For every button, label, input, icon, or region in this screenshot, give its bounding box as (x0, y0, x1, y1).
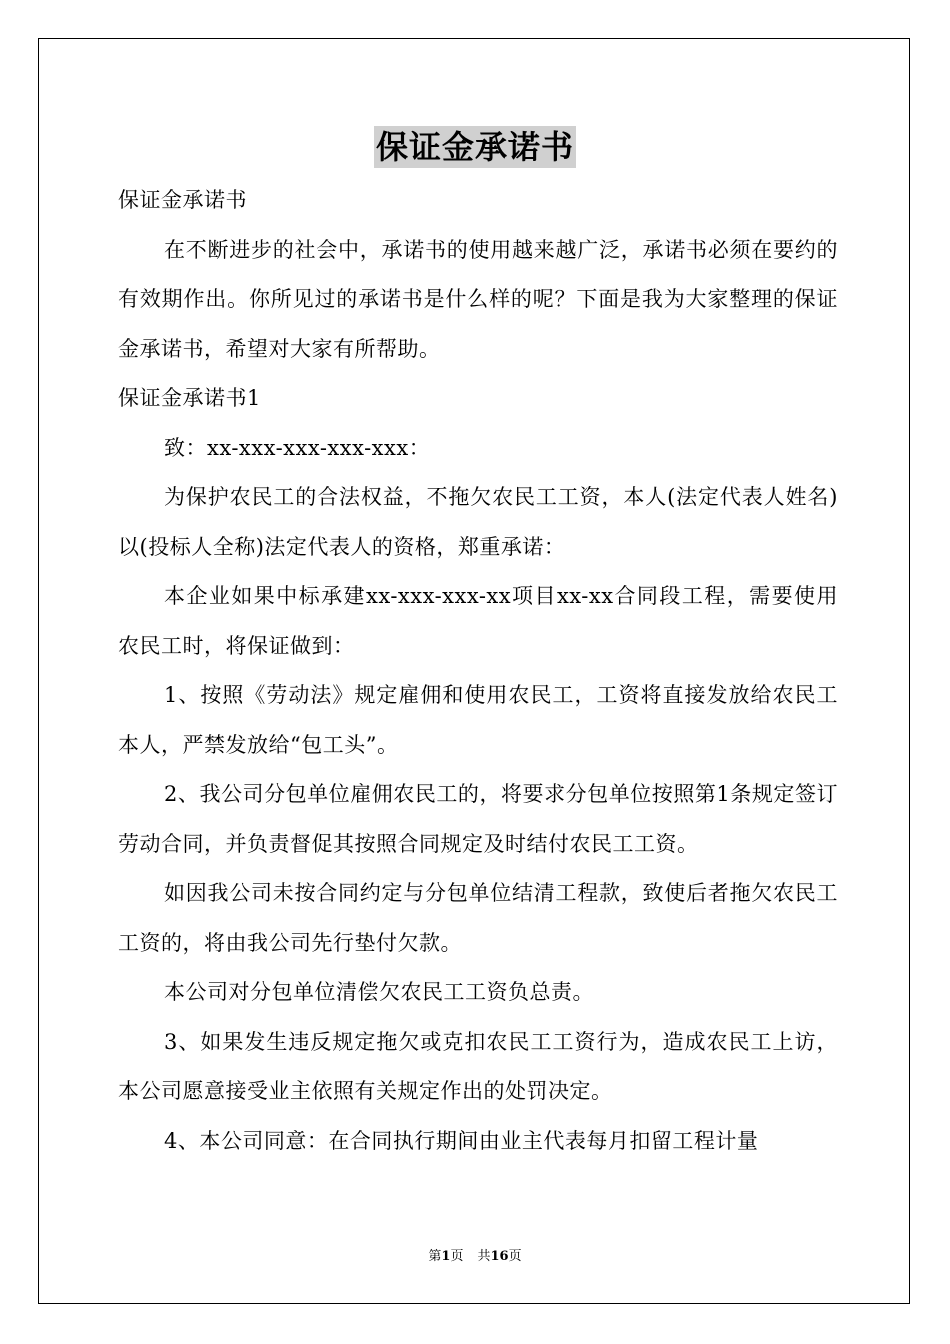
paragraph: 保证金承诺书1 (118, 386, 261, 410)
paragraph: 3、如果发生违反规定拖欠或克扣农民工工资行为，造成农民工上访，本公司愿意接受业主依照有关规定作出的处罚决定。 (118, 1029, 838, 1103)
page-suffix: 页 (450, 1249, 464, 1264)
page-prefix: 第 (428, 1249, 442, 1264)
document-title: 保证金承诺书 (375, 128, 574, 166)
paragraph: 如因我公司未按合同约定与分包单位结清工程款，致使后者拖欠农民工工资的，将由我公司先行垫付欠款。 (118, 881, 838, 955)
document-body (118, 176, 838, 1166)
total-prefix: 共 (477, 1249, 491, 1264)
paragraph: 为保护农民工的合法权益，不拖欠农民工工资，本人(法定代表人姓名)以(投标人全称)法定代表人的资格，郑重承诺： (118, 485, 838, 559)
paragraph: 保证金承诺书 (118, 188, 247, 212)
paragraph: 在不断进步的社会中，承诺书的使用越来越广泛，承诺书必须在要约的有效期作出。你所见过的承诺书是什么样的呢？下面是我为大家整理的保证金承诺书，希望对大家有所帮助。 (118, 237, 838, 361)
paragraph: 1、按照《劳动法》规定雇佣和使用农民工，工资将直接发放给农民工本人，严禁发放给“包工头”。 (118, 683, 838, 757)
page-footer (0, 1248, 950, 1266)
paragraph: 致：xx-xxx-xxx-xxx-xxx： (164, 435, 431, 460)
paragraph: 本企业如果中标承建xx-xxx-xxx-xx项目xx-xx合同段工程，需要使用农民工时，将保证做到： (118, 584, 838, 658)
page-total: 16 (490, 1249, 509, 1264)
title-container (0, 126, 950, 168)
total-suffix: 页 (508, 1249, 522, 1264)
paragraph: 4、本公司同意：在合同执行期间由业主代表每月扣留工程计量 (164, 1128, 759, 1153)
paragraph: 本公司对分包单位清偿欠农民工工资负总责。 (164, 980, 594, 1004)
paragraph: 2、我公司分包单位雇佣农民工的，将要求分包单位按照第1条规定签订劳动合同，并负责督促其按照合同规定及时结付农民工工资。 (118, 782, 838, 856)
page-current: 1 (441, 1249, 451, 1264)
